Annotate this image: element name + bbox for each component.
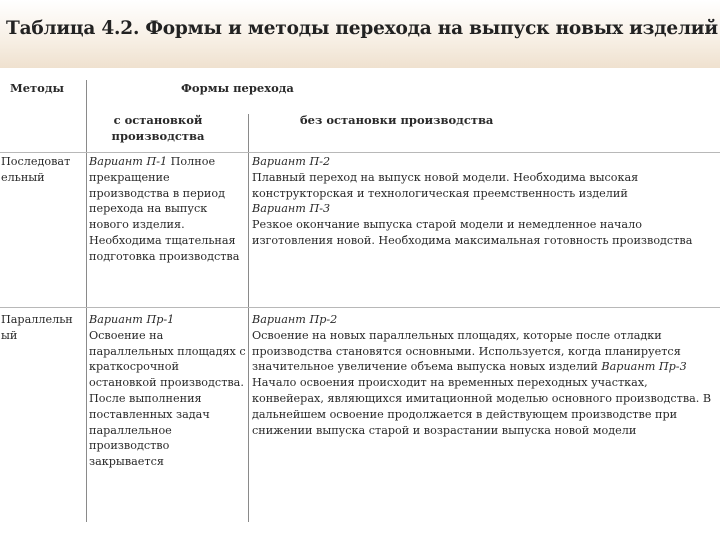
column-divider-forms	[248, 114, 249, 522]
variant-label: Вариант Пр-1	[89, 313, 175, 326]
row-divider-header	[0, 152, 720, 153]
variant-label: Вариант Пр-3	[601, 360, 687, 374]
variant-text: Резкое окончание выпуска старой модели и немедленное начало изготовления новой. Необходима максимальная готовность производства	[252, 218, 693, 247]
header-with-stop: с остановкой производства	[111, 113, 205, 143]
variant-label: Вариант Пр-2	[252, 313, 338, 326]
row-divider-sequential	[0, 307, 720, 308]
variant-text: Полное прекращение производства в период перехода на выпуск нового изделия. Необходима тщательная подготовка производства	[89, 155, 240, 263]
variant-label: Вариант П-2	[252, 155, 331, 168]
page-title: Таблица 4.2. Формы и методы перехода на выпуск новых изделий	[6, 18, 718, 39]
cell-variants-p2-p3	[252, 154, 712, 249]
header-methods: Методы	[10, 81, 65, 95]
header-forms: Формы перехода	[181, 81, 294, 95]
variant-text: Освоение на параллельных площадях с краткосрочной остановкой производства. После выполнения поставленных задач параллельное производство закрывается	[89, 328, 246, 469]
variant-text: Освоение на новых параллельных площадях, которые после отладки производства становятся основными. Используется, когда планируется значительное увеличение объема выпуска новых изделий	[252, 328, 681, 374]
cell-variant-pr1	[89, 312, 247, 470]
variant-label: Вариант П-3	[252, 202, 331, 216]
variant-label: Вариант П-1	[89, 155, 168, 168]
variant-text: Начало освоения происходит на временных переходных участках, конвейерах, являющихся имитационной моделью основного производства. В дальнейшем освоение продолжается в действующем производстве при снижении выпуска старой и возрастании выпуска новой модели	[252, 376, 712, 437]
cell-variants-pr2-pr3	[252, 312, 712, 438]
header-without-stop: без остановки производства	[300, 113, 494, 127]
method-parallel: Параллельн ый	[1, 313, 73, 342]
method-sequential: Последоват ельный	[1, 155, 71, 184]
cell-variant-p1	[89, 154, 247, 265]
column-divider-methods	[86, 80, 87, 522]
variant-text: Плавный переход на выпуск новой модели. Необходима высокая конструкторская и технологическая преемственность изделий	[252, 170, 639, 200]
